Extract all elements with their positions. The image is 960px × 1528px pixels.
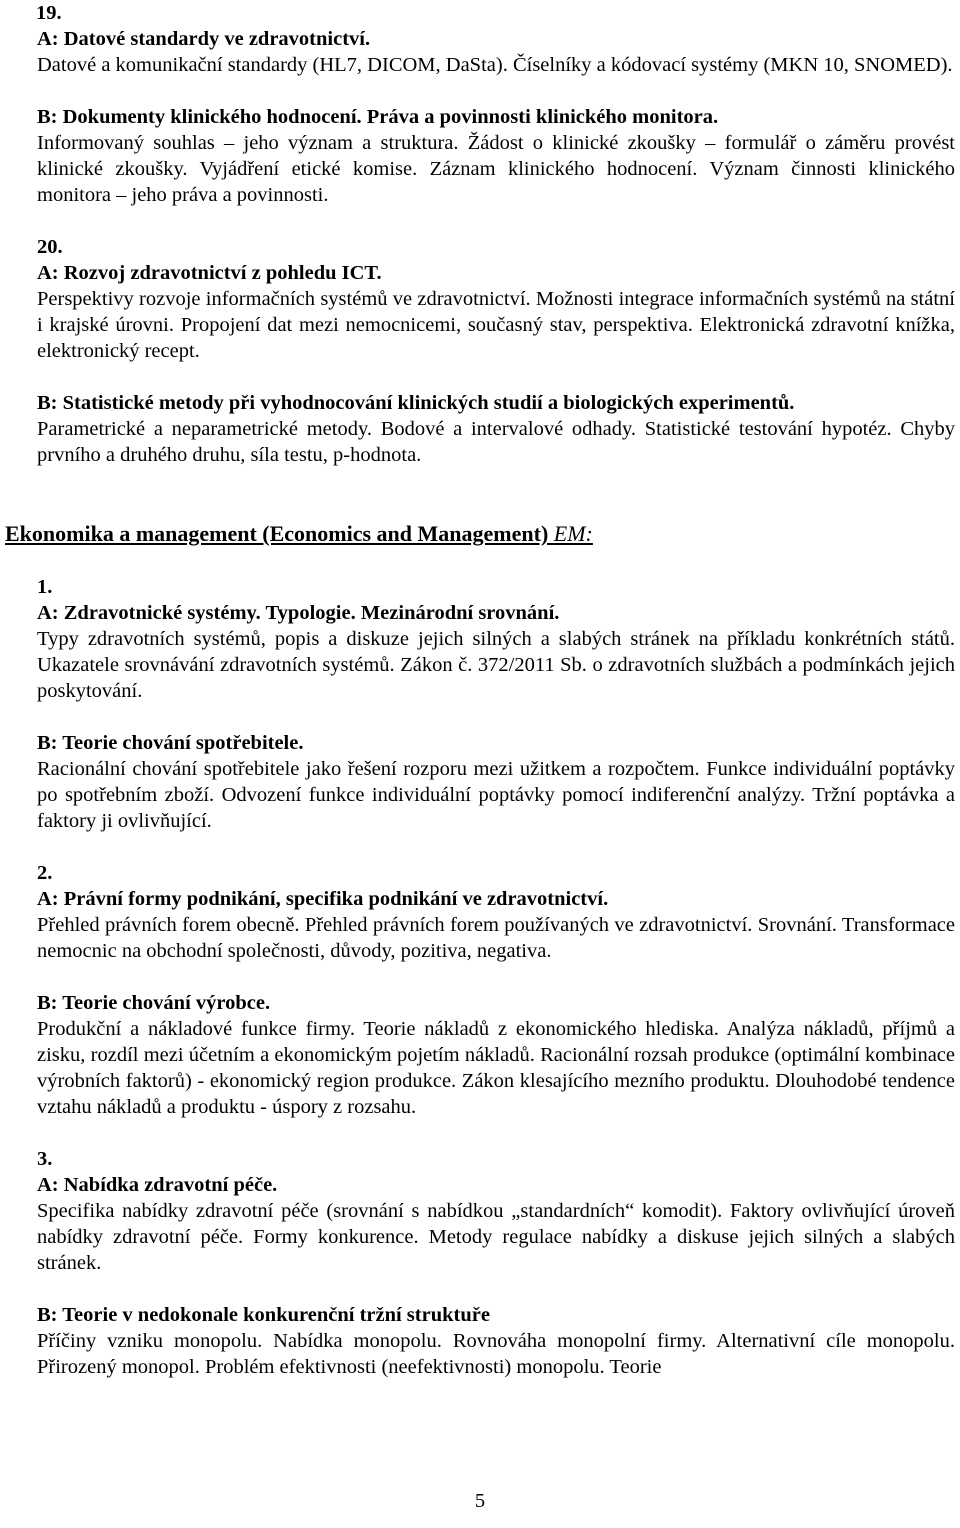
section-number: 19. <box>36 2 62 24</box>
topic-a-title: A: Datové standardy ve zdravotnictví. <box>37 28 371 50</box>
topic-b-title: B: Teorie chování výrobce. <box>37 992 271 1014</box>
topic-b-title: B: Teorie chování spotřebitele. <box>37 732 304 754</box>
topic-a-text: Přehled právních forem obecně. Přehled právních forem používaných ve zdravotnictví. Srovnání. Transformace nemocnic na obchodní společnosti, důvody, pozitiva, negativa. <box>37 914 955 962</box>
topic-b-title: B: Dokumenty klinického hodnocení. Práva a povinnosti klinického monitora. <box>37 106 719 128</box>
topic-b-title: B: Teorie v nedokonale konkurenční tržní struktuře <box>37 1304 490 1326</box>
topic-b-title: B: Statistické metody při vyhodnocování klinických studií a biologických experimentů. <box>37 392 795 414</box>
section-number: 1. <box>37 576 53 598</box>
topic-a-text: Specifika nabídky zdravotní péče (srovnání s nabídkou „standardních“ komodit). Faktory ovlivňující úroveň nabídky zdravotní péče. Formy konkurence. Metody regulace nabídky a diskuse jejich silných a slabých stránek. <box>37 1200 955 1274</box>
topic-a-title: A: Nabídka zdravotní péče. <box>37 1174 278 1196</box>
section-number: 20. <box>37 236 63 258</box>
section-number: 2. <box>37 862 53 884</box>
page-number: 5 <box>474 1490 486 1512</box>
topic-b-text: Racionální chování spotřebitele jako řešení rozporu mezi užitkem a rozpočtem. Funkce individuální poptávky po spotřebním zboží. Odvození funkce individuální poptávky pomocí indiferenční analýzy. Tržní poptávka a faktory ji ovlivňující. <box>37 758 955 832</box>
topic-b-text: Parametrické a neparametrické metody. Bodové a intervalové odhady. Statistické testování hypotéz. Chyby prvního a druhého druhu, síla testu, p-hodnota. <box>37 418 955 466</box>
topic-a-title: A: Zdravotnické systémy. Typologie. Mezinárodní srovnání. <box>37 602 560 624</box>
topic-a-title: A: Právní formy podnikání, specifika podnikání ve zdravotnictví. <box>37 888 609 910</box>
topic-b-text: Příčiny vzniku monopolu. Nabídka monopolu. Rovnováha monopolní firmy. Alternativní cíle monopolu. Přirozený monopol. Problém efektivnosti (neefektivnosti) monopolu. Teorie <box>37 1330 955 1378</box>
topic-a-text: Typy zdravotních systémů, popis a diskuze jejich silných a slabých stránek na příkladu konkrétních států. Ukazatele srovnávání zdravotních systémů. Zákon č. 372/2011 Sb. o zdravotních službách a podmínkách jejich poskytování. <box>37 628 955 702</box>
em-heading-text: Ekonomika a management (Economics and Management) <box>5 521 554 546</box>
em-heading-suffix: EM: <box>553 521 593 546</box>
document-body <box>5 0 955 1380</box>
em-section-heading <box>5 520 955 548</box>
topic-a-text: Perspektivy rozvoje informačních systémů ve zdravotnictví. Možnosti integrace informačních systémů na státní i krajské úrovni. Propojení dat mezi nemocnicemi, současný stav, perspektiva. Elektronická zdravotní knížka, elektronický recept. <box>37 288 955 362</box>
topic-a-title: A: Rozvoj zdravotnictví z pohledu ICT. <box>37 262 382 284</box>
topic-b-text: Produkční a nákladové funkce firmy. Teorie nákladů z ekonomického hlediska. Analýza nákladů, příjmů a zisku, rozdíl mezi účetním a ekonomickým pojetím nákladů. Racionální rozsah produkce (optimální kombinace výrobních faktorů) - ekonomický region produkce. Zákon klesajícího mezního produktu. Dlouhodobé tendence vztahu nákladů a produktu - úspory z rozsahu. <box>37 1018 955 1118</box>
section-number: 3. <box>37 1148 53 1170</box>
topic-b-text: Informovaný souhlas – jeho význam a struktura. Žádost o klinické zkoušky – formulář o záměru provést klinické zkoušky. Vyjádření etické komise. Záznam klinického hodnocení. Význam činnosti klinického monitora – jeho práva a povinnosti. <box>37 132 955 206</box>
topic-a-text: Datové a komunikační standardy (HL7, DICOM, DaSta). Číselníky a kódovací systémy (MKN 10, SNOMED). <box>37 54 953 76</box>
